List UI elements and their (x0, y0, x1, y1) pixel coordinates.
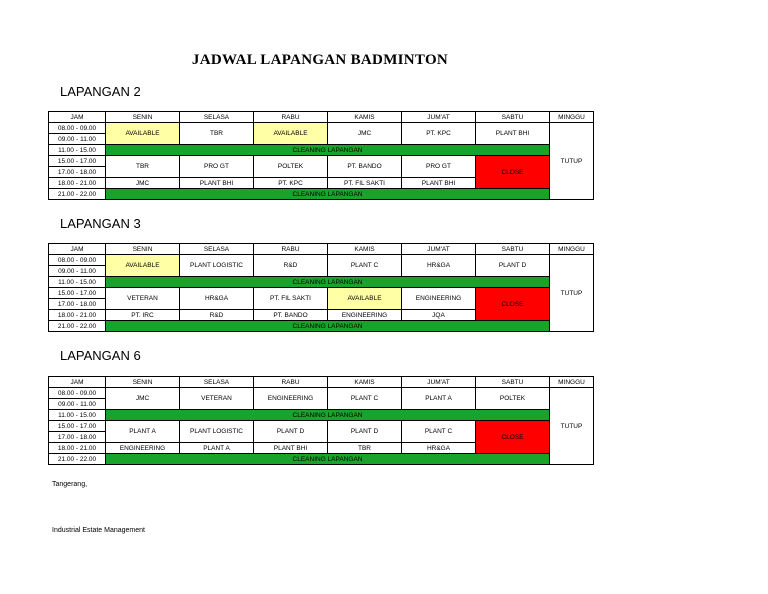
booking-cell: PT. FIL SAKTI (328, 178, 402, 189)
time-slot: 15.00 - 17.00 (49, 156, 106, 167)
booking-cell: ENGINEERING (106, 443, 180, 454)
booking-cell: PT. BANDO (328, 156, 402, 178)
booking-cell: PLANT BHI (476, 123, 550, 145)
time-slot: 18.00 - 21.00 (49, 178, 106, 189)
column-header: JAM (49, 244, 106, 255)
court-schedule-table (48, 376, 594, 465)
saturday-close: CLOSE (476, 156, 550, 189)
table-header-row (49, 244, 594, 255)
table-row (49, 189, 594, 200)
booking-cell: AVAILABLE (328, 288, 402, 310)
column-header: MINGGU (550, 244, 594, 255)
cleaning-band: CLEANING LAPANGAN (106, 454, 550, 465)
booking-cell: PLANT A (402, 388, 476, 410)
booking-cell: JMC (106, 178, 180, 189)
cleaning-band: CLEANING LAPANGAN (106, 145, 550, 156)
booking-cell: PLANT BHI (402, 178, 476, 189)
time-slot: 08.00 - 09.00 (49, 123, 106, 134)
booking-cell: HR&GA (402, 443, 476, 454)
booking-cell: PLANT LOGISTIC (180, 255, 254, 277)
court-schedule-table (48, 111, 594, 200)
footer-place: Tangerang, (52, 481, 88, 488)
table-row (49, 156, 594, 167)
booking-cell: PLANT LOGISTIC (180, 421, 254, 443)
booking-cell: HR&GA (180, 288, 254, 310)
booking-cell: JQA (402, 310, 476, 321)
column-header: SELASA (180, 244, 254, 255)
booking-cell: TBR (106, 156, 180, 178)
booking-cell: TBR (180, 123, 254, 145)
cleaning-band: CLEANING LAPANGAN (106, 321, 550, 332)
column-header: SABTU (476, 244, 550, 255)
court-heading: LAPANGAN 6 (60, 348, 141, 363)
booking-cell: AVAILABLE (254, 123, 328, 145)
booking-cell: PLANT D (254, 421, 328, 443)
saturday-close: CLOSE (476, 421, 550, 454)
column-header: RABU (254, 377, 328, 388)
column-header: MINGGU (550, 112, 594, 123)
time-slot: 21.00 - 22.00 (49, 189, 106, 200)
column-header: SABTU (476, 112, 550, 123)
time-slot: 11.00 - 15.00 (49, 410, 106, 421)
booking-cell: PLANT A (106, 421, 180, 443)
time-slot: 11.00 - 15.00 (49, 145, 106, 156)
booking-cell: PLANT C (328, 255, 402, 277)
time-slot: 17.00 - 18.00 (49, 167, 106, 178)
column-header: SENIN (106, 377, 180, 388)
table-row (49, 123, 594, 134)
table-row (49, 388, 594, 399)
table-header-row (49, 112, 594, 123)
court-heading: LAPANGAN 2 (60, 84, 141, 99)
table-row (49, 145, 594, 156)
column-header: JAM (49, 112, 106, 123)
booking-cell: POLTEK (476, 388, 550, 410)
column-header: KAMIS (328, 112, 402, 123)
time-slot: 09.00 - 11.00 (49, 266, 106, 277)
cleaning-band: CLEANING LAPANGAN (106, 410, 550, 421)
time-slot: 08.00 - 09.00 (49, 388, 106, 399)
booking-cell: PT. KPC (402, 123, 476, 145)
booking-cell: PLANT A (180, 443, 254, 454)
court-schedule-table (48, 243, 594, 332)
time-slot: 09.00 - 11.00 (49, 134, 106, 145)
time-slot: 17.00 - 18.00 (49, 299, 106, 310)
time-slot: 21.00 - 22.00 (49, 454, 106, 465)
booking-cell: PLANT C (402, 421, 476, 443)
booking-cell: PT. FIL SAKTI (254, 288, 328, 310)
column-header: SELASA (180, 112, 254, 123)
time-slot: 08.00 - 09.00 (49, 255, 106, 266)
saturday-close: CLOSE (476, 288, 550, 321)
table-header-row (49, 377, 594, 388)
sunday-closed: TUTUP (550, 388, 594, 465)
booking-cell: ENGINEERING (402, 288, 476, 310)
booking-cell: VETERAN (180, 388, 254, 410)
booking-cell: R&D (180, 310, 254, 321)
booking-cell: PLANT BHI (254, 443, 328, 454)
time-slot: 18.00 - 21.00 (49, 443, 106, 454)
table-row (49, 454, 594, 465)
column-header: SABTU (476, 377, 550, 388)
column-header: KAMIS (328, 377, 402, 388)
column-header: SENIN (106, 244, 180, 255)
booking-cell: AVAILABLE (106, 123, 180, 145)
column-header: JUM'AT (402, 377, 476, 388)
booking-cell: ENGINEERING (328, 310, 402, 321)
time-slot: 09.00 - 11.00 (49, 399, 106, 410)
booking-cell: PT. KPC (254, 178, 328, 189)
court-heading: LAPANGAN 3 (60, 216, 141, 231)
column-header: RABU (254, 112, 328, 123)
column-header: KAMIS (328, 244, 402, 255)
table-row (49, 255, 594, 266)
booking-cell: PLANT BHI (180, 178, 254, 189)
table-row (49, 288, 594, 299)
booking-cell: ENGINEERING (254, 388, 328, 410)
document-title: JADWAL LAPANGAN BADMINTON (191, 52, 449, 68)
booking-cell: HR&GA (402, 255, 476, 277)
column-header: JUM'AT (402, 112, 476, 123)
booking-cell: JMC (328, 123, 402, 145)
time-slot: 21.00 - 22.00 (49, 321, 106, 332)
column-header: RABU (254, 244, 328, 255)
sunday-closed: TUTUP (550, 123, 594, 200)
booking-cell: PT. BANDO (254, 310, 328, 321)
column-header: JAM (49, 377, 106, 388)
column-header: SELASA (180, 377, 254, 388)
cleaning-band: CLEANING LAPANGAN (106, 277, 550, 288)
time-slot: 17.00 - 18.00 (49, 432, 106, 443)
cleaning-band: CLEANING LAPANGAN (106, 189, 550, 200)
table-row (49, 421, 594, 432)
table-row (49, 321, 594, 332)
booking-cell: R&D (254, 255, 328, 277)
booking-cell: AVAILABLE (106, 255, 180, 277)
sunday-closed: TUTUP (550, 255, 594, 332)
booking-cell: PLANT D (476, 255, 550, 277)
table-row (49, 277, 594, 288)
time-slot: 11.00 - 15.00 (49, 277, 106, 288)
booking-cell: JMC (106, 388, 180, 410)
time-slot: 15.00 - 17.00 (49, 288, 106, 299)
column-header: JUM'AT (402, 244, 476, 255)
table-row (49, 410, 594, 421)
booking-cell: VETERAN (106, 288, 180, 310)
booking-cell: TBR (328, 443, 402, 454)
footer-signatory: Industrial Estate Management (52, 527, 145, 534)
booking-cell: PRO GT (180, 156, 254, 178)
booking-cell: PT. IRC (106, 310, 180, 321)
booking-cell: PLANT D (328, 421, 402, 443)
booking-cell: PRO GT (402, 156, 476, 178)
column-header: SENIN (106, 112, 180, 123)
booking-cell: PLANT C (328, 388, 402, 410)
time-slot: 18.00 - 21.00 (49, 310, 106, 321)
time-slot: 15.00 - 17.00 (49, 421, 106, 432)
column-header: MINGGU (550, 377, 594, 388)
booking-cell: POLTEK (254, 156, 328, 178)
